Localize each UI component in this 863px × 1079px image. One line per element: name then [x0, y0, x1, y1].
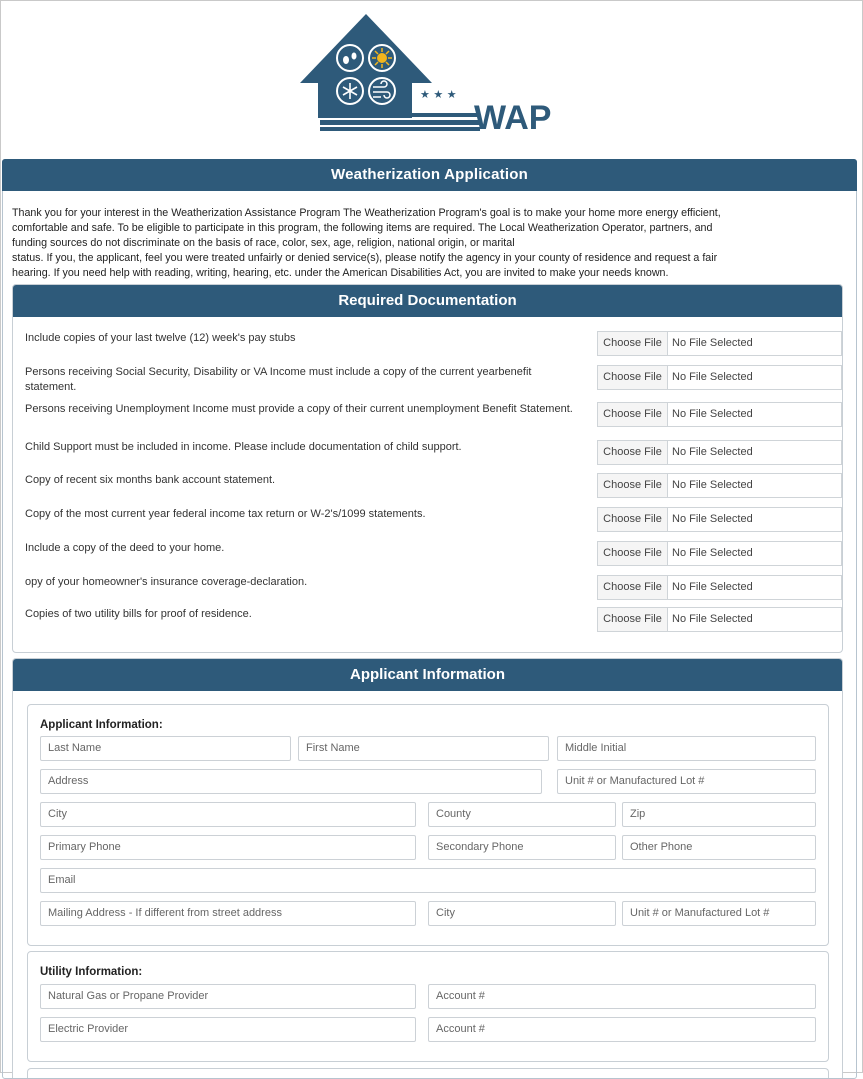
file-input-social-security[interactable] [597, 365, 842, 390]
file-input-bank-statement[interactable] [597, 473, 842, 498]
gas-provider-input[interactable]: Natural Gas or Propane Provider [40, 984, 416, 1009]
doc-label: Copies of two utility bills for proof of residence. [25, 608, 252, 620]
file-status: No File Selected [672, 337, 753, 349]
sun-icon [369, 45, 395, 71]
choose-file-button[interactable]: Choose File [598, 441, 668, 464]
intro-line: funding sources do not discriminate on the basis of race, color, sex, age, religion, national origin, or marital [12, 237, 515, 249]
wap-logo [296, 12, 560, 134]
intro-text [12, 206, 842, 281]
choose-file-button[interactable]: Choose File [598, 332, 668, 355]
file-status: No File Selected [672, 446, 753, 458]
file-status: No File Selected [672, 408, 753, 420]
file-input-child-support[interactable] [597, 440, 842, 465]
unit-input[interactable]: Unit # or Manufactured Lot # [557, 769, 816, 794]
first-name-input[interactable]: First Name [298, 736, 549, 761]
choose-file-button[interactable]: Choose File [598, 576, 668, 599]
required-documentation-panel [12, 284, 843, 653]
city-input[interactable]: City [40, 802, 416, 827]
required-documentation-title: Required Documentation [13, 285, 842, 317]
secondary-phone-input[interactable]: Secondary Phone [428, 835, 616, 860]
choose-file-button[interactable]: Choose File [598, 474, 668, 497]
file-status: No File Selected [672, 371, 753, 383]
next-fieldset [27, 1068, 829, 1078]
county-input[interactable]: County [428, 802, 616, 827]
file-status: No File Selected [672, 613, 753, 625]
file-status: No File Selected [672, 547, 753, 559]
last-name-input[interactable]: Last Name [40, 736, 291, 761]
choose-file-button[interactable]: Choose File [598, 366, 668, 389]
other-phone-input[interactable]: Other Phone [622, 835, 816, 860]
doc-label: Persons receiving Social Security, Disability or VA Income must include a copy of the current yearbenefit statement. [25, 366, 532, 393]
mailing-address-input[interactable]: Mailing Address - If different from street address [40, 901, 416, 926]
file-input-tax-return[interactable] [597, 507, 842, 532]
choose-file-button[interactable]: Choose File [598, 508, 668, 531]
choose-file-button[interactable]: Choose File [598, 608, 668, 631]
doc-label: Copy of recent six months bank account statement. [25, 474, 276, 486]
file-input-unemployment[interactable] [597, 402, 842, 427]
doc-label: Copy of the most current year federal income tax return or W-2's/1099 statements. [25, 508, 426, 520]
middle-initial-input[interactable]: Middle Initial [557, 736, 816, 761]
file-status: No File Selected [672, 513, 753, 525]
mailing-unit-input[interactable]: Unit # or Manufactured Lot # [622, 901, 816, 926]
file-input-deed[interactable] [597, 541, 842, 566]
doc-label: Include copies of your last twelve (12) week's pay stubs [25, 332, 296, 344]
gas-account-input[interactable]: Account # [428, 984, 816, 1009]
snowflake-icon [337, 78, 363, 104]
svg-text:★ ★ ★: ★ ★ ★ [420, 88, 457, 101]
address-input[interactable]: Address [40, 769, 542, 794]
logo-text: WAP [474, 99, 552, 134]
wind-icon [369, 78, 395, 104]
doc-label: Include a copy of the deed to your home. [25, 542, 225, 554]
page-title: Weatherization Application [2, 159, 857, 191]
choose-file-button[interactable]: Choose File [598, 403, 668, 426]
file-input-pay-stubs[interactable] [597, 331, 842, 356]
intro-line: comfortable and safe. To be eligible to participate in this program, the following items are required. The Local Weatherization Operator, partners, and [12, 222, 713, 234]
doc-label: opy of your homeowner's insurance coverage-declaration. [25, 576, 308, 588]
primary-phone-input[interactable]: Primary Phone [40, 835, 416, 860]
house-logo-graphic [296, 12, 560, 134]
choose-file-button[interactable]: Choose File [598, 542, 668, 565]
email-input[interactable]: Email [40, 868, 816, 893]
utility-section-label: Utility Information: [40, 966, 143, 978]
file-status: No File Selected [672, 479, 753, 491]
applicant-information-title: Applicant Information [13, 659, 842, 691]
intro-line: status. If you, the applicant, feel you were treated unfairly or denied service(s), please notify the agency in your county of residence and request a fair [12, 252, 718, 264]
electric-provider-input[interactable]: Electric Provider [40, 1017, 416, 1042]
doc-label: Persons receiving Unemployment Income must provide a copy of their current unemployment Benefit Statement. [25, 403, 573, 415]
water-drops-icon [337, 45, 363, 71]
doc-label: Child Support must be included in income. Please include documentation of child support. [25, 441, 462, 453]
zip-input[interactable]: Zip [622, 802, 816, 827]
applicant-section-label: Applicant Information: [40, 719, 163, 731]
intro-line: hearing. If you need help with reading, writing, hearing, etc. under the American Disabilities Act, you are invited to make your needs known. [12, 267, 669, 279]
electric-account-input[interactable]: Account # [428, 1017, 816, 1042]
file-status: No File Selected [672, 581, 753, 593]
file-input-insurance[interactable] [597, 575, 842, 600]
intro-line: Thank you for your interest in the Weatherization Assistance Program The Weatherization Program's goal is to make your home more energy efficient, [12, 207, 721, 219]
mailing-city-input[interactable]: City [428, 901, 616, 926]
file-input-utility-bills[interactable] [597, 607, 842, 632]
